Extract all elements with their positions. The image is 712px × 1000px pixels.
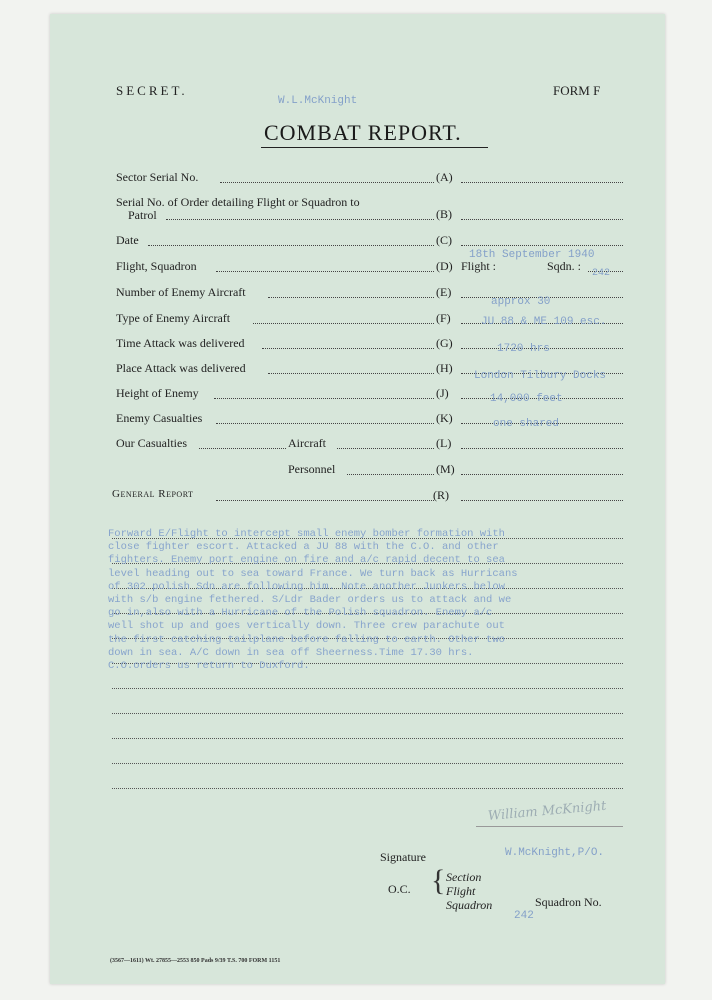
- oc-option-section: Section: [446, 870, 482, 884]
- field-l-letter: (L): [436, 436, 452, 450]
- report-line: the first catching tailplane before falling to earth. Other two: [108, 633, 505, 646]
- form-label: FORM F: [553, 83, 601, 98]
- report-line: with s/b engine fethered. S/Ldr Bader orders us to attack and we: [108, 594, 512, 607]
- enemy-aircraft-number-value: approx 30: [491, 296, 551, 308]
- report-line: go in,also with a Hurricane of the Polish squadron. Enemy a/c: [108, 607, 493, 620]
- oc-label: O.C.: [388, 882, 411, 896]
- field-h-letter: (H): [436, 361, 453, 375]
- enemy-casualties-value: one shared: [493, 418, 560, 430]
- report-line: fighters. Enemy port engine on fire and a/c rapid decent to sea: [108, 554, 505, 567]
- combat-report-sheet: [50, 14, 665, 984]
- report-line: close fighter escort. Attacked a JU 88 with the C.O. and other: [108, 541, 499, 554]
- report-line: C.O.orders us return to Duxford.: [108, 660, 310, 673]
- field-j-letter: (J): [436, 386, 449, 400]
- field-h-label: Place Attack was delivered: [116, 361, 246, 375]
- field-a-letter: (A): [436, 170, 453, 184]
- oc-option-squadron: Squadron: [446, 898, 493, 912]
- field-r-letter: (R): [433, 488, 449, 502]
- field-g-letter: (G): [436, 336, 453, 350]
- field-b-label-line2: Patrol: [128, 208, 157, 222]
- report-line: Forward E/Flight to intercept small enemy bomber formation with: [108, 528, 505, 540]
- field-j-label: Height of Enemy: [116, 386, 199, 400]
- field-e-letter: (E): [436, 285, 452, 299]
- squadron-no-label: Squadron No.: [535, 895, 602, 909]
- handwritten-signature: William McKnight: [487, 798, 607, 824]
- field-e-label: Number of Enemy Aircraft: [116, 285, 246, 299]
- field-f-label: Type of Enemy Aircraft: [116, 311, 231, 325]
- title-underline: [261, 147, 488, 148]
- report-line: down in sea. A/C down in sea off Sheerness.Time 17.30 hrs.: [108, 646, 474, 659]
- field-k-letter: (K): [436, 411, 453, 425]
- field-a-label: Sector Serial No.: [116, 170, 199, 184]
- field-l-sublabel: Aircraft: [288, 436, 326, 450]
- height-of-enemy-value: 14,000 feet: [490, 393, 563, 405]
- signature-typed-name: W.McKnight,P/O.: [505, 847, 605, 859]
- flight-label: Flight :: [461, 259, 497, 273]
- report-line: well shot up and goes vertically down. Three crew parachute out: [108, 620, 505, 633]
- date-value: 18th September 1940: [469, 249, 595, 261]
- field-c-letter: (C): [436, 233, 452, 247]
- time-attack-value: 1720 hrs: [497, 343, 550, 355]
- field-f-letter: (F): [436, 311, 451, 325]
- report-line: of 302 polish Sdn are following him. Note another Junkers below: [108, 580, 505, 593]
- field-g-label: Time Attack was delivered: [116, 336, 245, 350]
- field-d-letter: (D): [436, 259, 453, 273]
- page-title: COMBAT REPORT.: [264, 120, 462, 145]
- general-report-text: [108, 528, 518, 673]
- report-line: level heading out to sea toward France. We turn back as Hurricans: [108, 567, 518, 580]
- field-r-label: General Report: [112, 488, 194, 500]
- squadron-no-value: 242: [514, 910, 534, 922]
- field-b-letter: (B): [436, 207, 452, 221]
- field-k-label: Enemy Casualties: [116, 411, 203, 425]
- classification-label: SECRET.: [116, 83, 188, 98]
- field-b-label: Serial No. of Order detailing Flight or Squadron to: [116, 195, 360, 209]
- field-m-label: Personnel: [288, 462, 336, 476]
- field-d-label: Flight, Squadron: [116, 259, 197, 273]
- signature-label: Signature: [380, 850, 426, 864]
- footer-print-code: (3567—1611) Wt. 27855—2553 850 Pads 9/39 T.S. 700 FORM 1151: [110, 958, 281, 964]
- sqdn-value: 242: [592, 268, 611, 279]
- enemy-aircraft-type-value: JU 88 & ME 109 esc.: [481, 316, 607, 328]
- sqdn-label: Sqdn. :: [547, 259, 582, 273]
- field-l-label: Our Casualties: [116, 436, 187, 450]
- field-m-letter: (M): [436, 462, 455, 476]
- place-attack-value: London Tilbury Docks: [474, 370, 607, 382]
- field-c-label: Date: [116, 233, 139, 247]
- oc-option-flight: Flight: [446, 884, 476, 898]
- pilot-name-typed: W.L.McKnight: [278, 95, 358, 107]
- oc-brace: {: [431, 864, 446, 897]
